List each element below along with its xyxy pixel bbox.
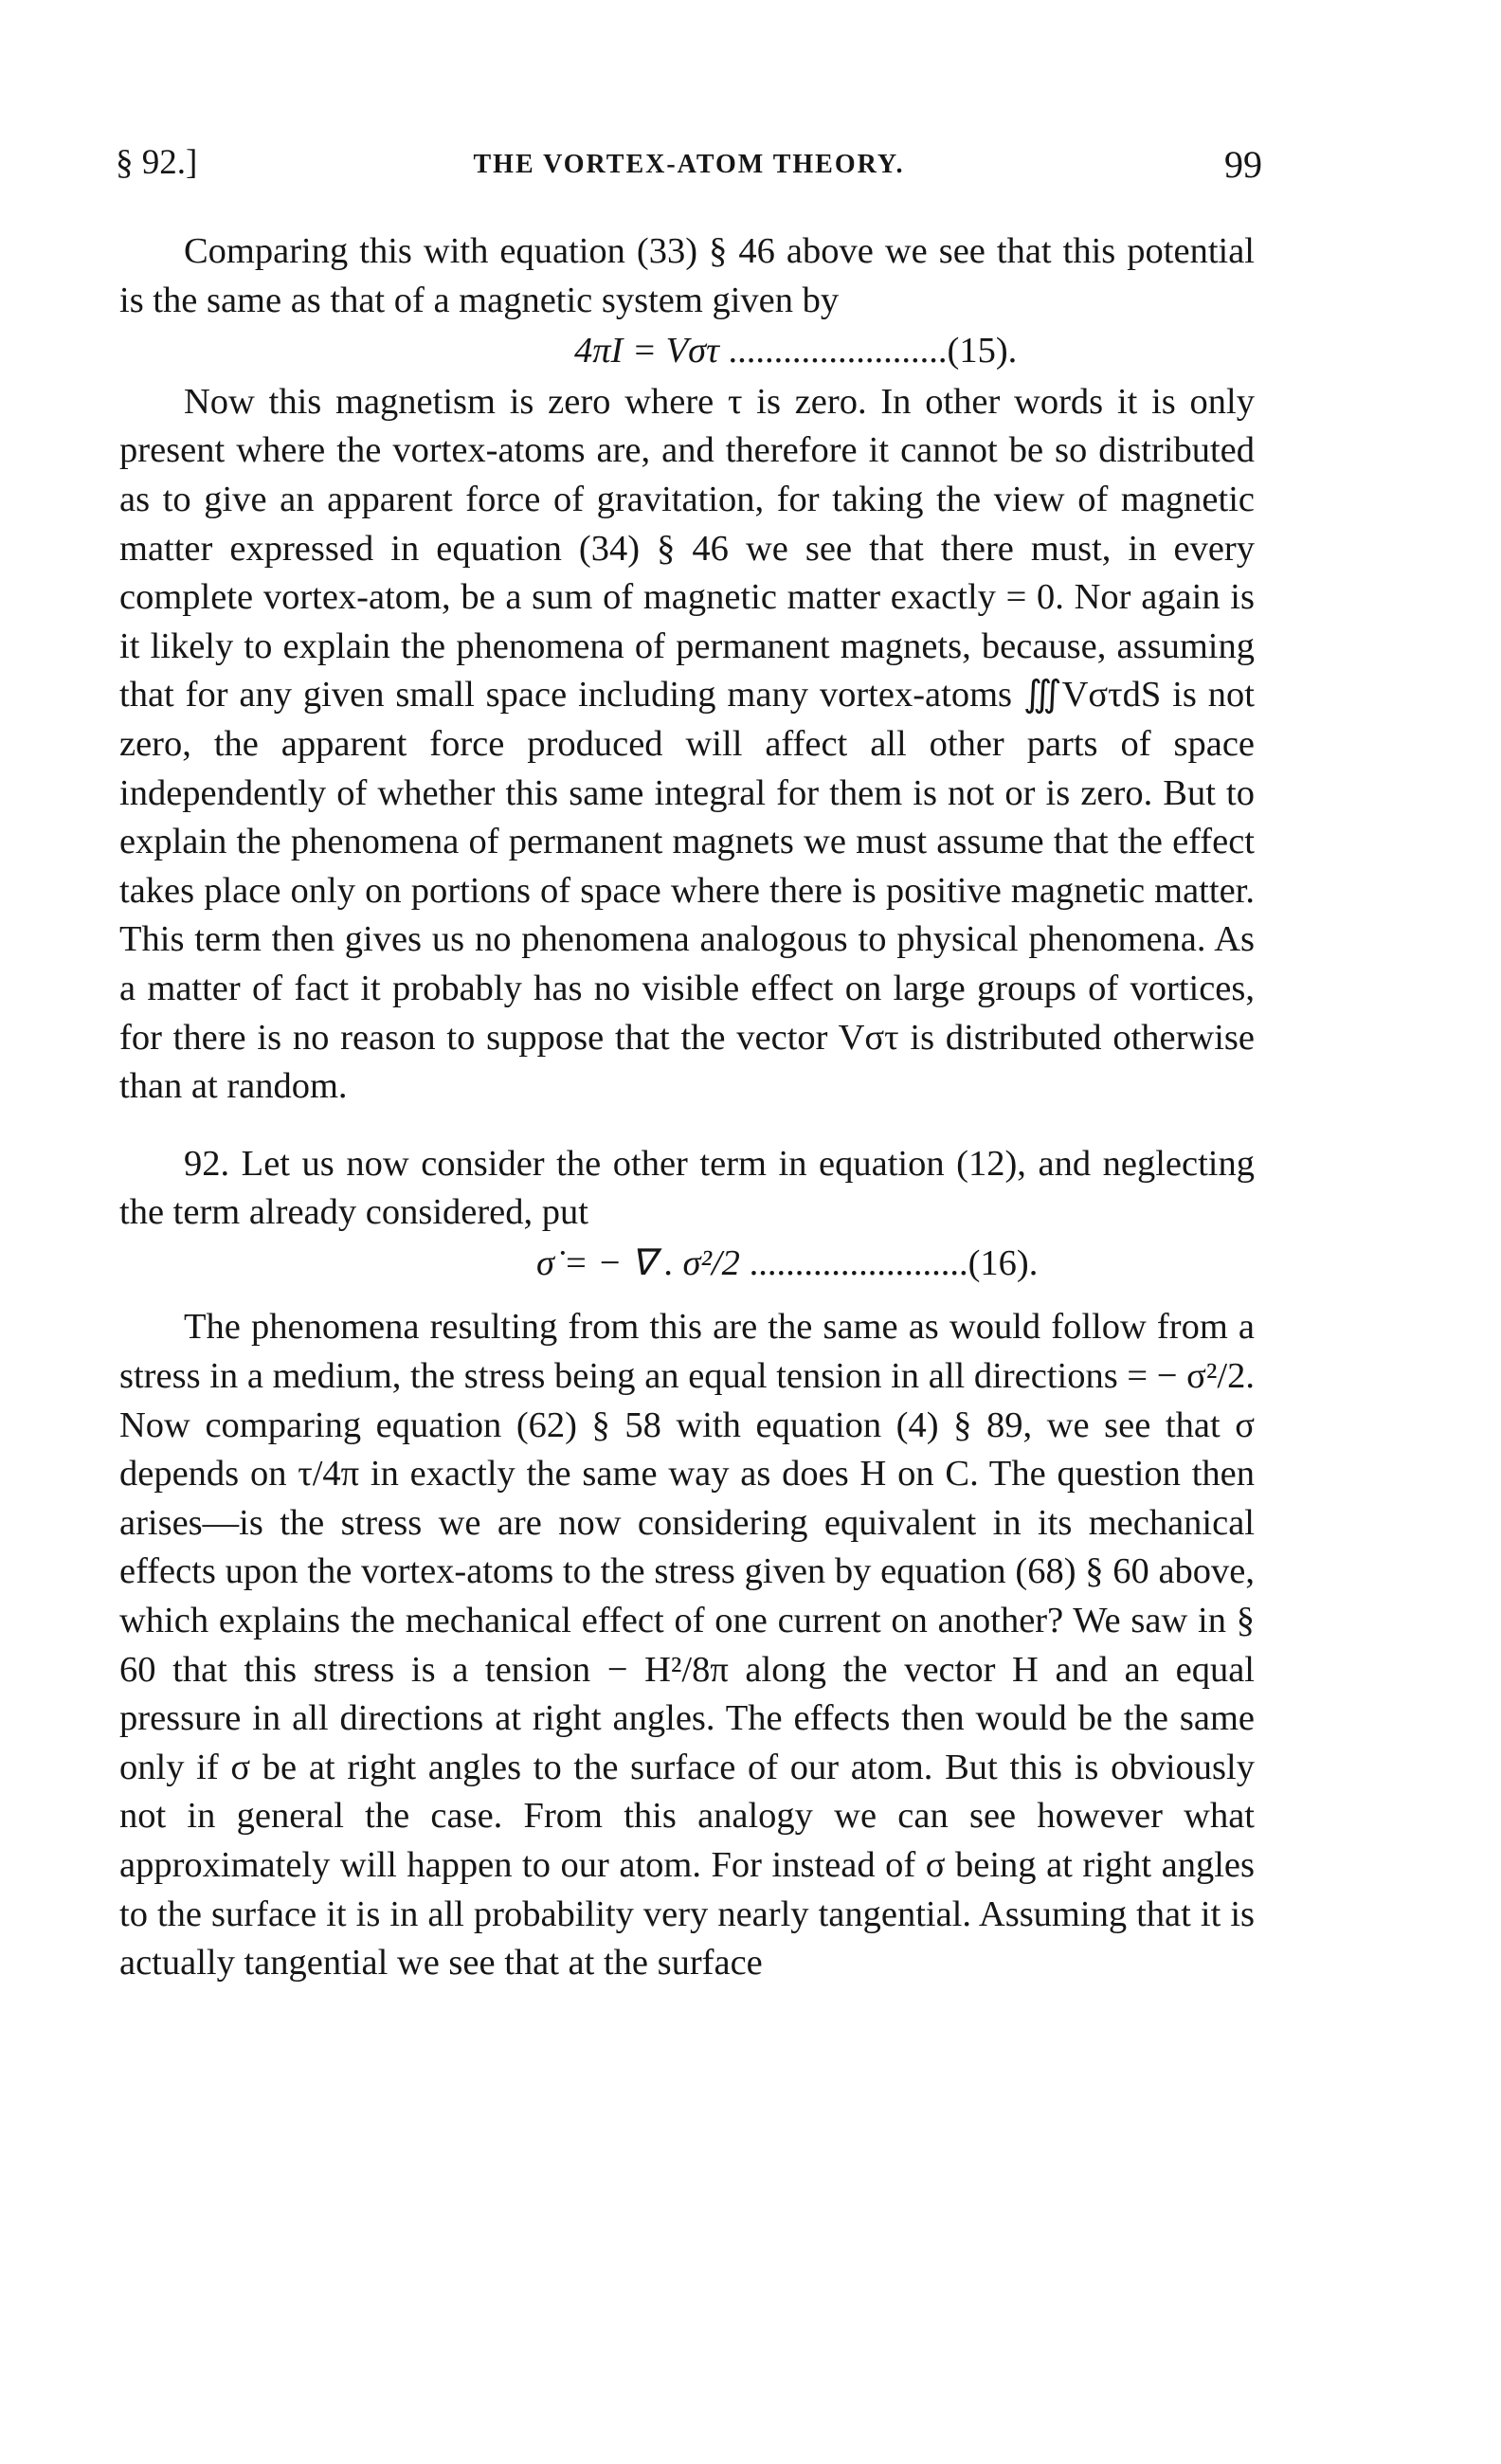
equation-16 [119, 1240, 1255, 1289]
running-header [116, 142, 1262, 195]
section-reference: § 92.] [116, 143, 198, 182]
running-title: THE VORTEX-ATOM THEORY. [473, 150, 905, 179]
page-body [119, 227, 1255, 1988]
paragraph-section-92: 92. Let us now consider the other term in equation (12), and neglecting the term already considered, put [119, 1143, 1255, 1233]
paragraph-phenomena: The phenomena resulting from this are the same as would follow from a stress in a medium, the stress being an equal tension in all directions = − σ²/2. Now comparing equation (62) § 58 with equation (4) § 89, we see that σ depends on τ/4π in exactly the same way as does H on C. The question then arises—is the stress we are now considering equivalent in its mechanical effects upon the vortex-atoms to the stress given by equation (68) § 60 above, which explains the mechanical effect of one current on another? We saw in § 60 that this stress is a tension − H²/8π along the vector H and an equal pressure in all directions at right angles. The effects then would be the same only if σ be at right angles to the surface of our atom. But this is obviously not in general the case. From this analogy we can see however what approximately will happen to our atom. For instead of σ being at right angles to the surface it is in all probability very nearly tangential. Assuming that it is actually tangential we see that at the surface [119, 1307, 1255, 1984]
paragraph-magnetism: Now this magnetism is zero where τ is zero. In other words it is only present where the vortex-atoms are, and therefore it cannot be so distributed as to give an apparent force of gravitation, for taking the view of magnetic matter expressed in equation (34) § 46 we see that there must, in every complete vortex-atom, be a sum of magnetic matter exactly = 0. Nor again is it likely to explain the phenomena of permanent magnets, because, assuming that for any given small space including many vortex-atoms ∭VστdS is not zero, the apparent force produced will affect all other parts of space independently of whether this same integral for them is not or is zero. But to explain the phenomena of permanent magnets we must assume that the effect takes place only on portions of space where there is positive magnetic matter. This term then gives us no phenomena analogous to physical phenomena. As a matter of fact it probably has no visible effect on large groups of vortices, for there is no reason to suppose that the vector Vστ is distributed otherwise than at random. [119, 381, 1255, 1107]
equation-15-expression: 4πI = Vστ [574, 331, 719, 371]
equation-16-expression: σ̇ = − ∇ . σ²/2 [536, 1242, 740, 1283]
equation-16-leader: ........................ [739, 1242, 968, 1283]
page-number: 99 [1224, 143, 1262, 186]
equation-15-number: (15). [947, 331, 1018, 371]
equation-15 [119, 327, 1255, 376]
paragraph-comparing: Comparing this with equation (33) § 46 above we see that this potential is the same as that of a magnetic system given by [119, 231, 1255, 320]
equation-16-number: (16). [968, 1242, 1039, 1283]
equation-15-leader: ........................ [718, 331, 948, 371]
